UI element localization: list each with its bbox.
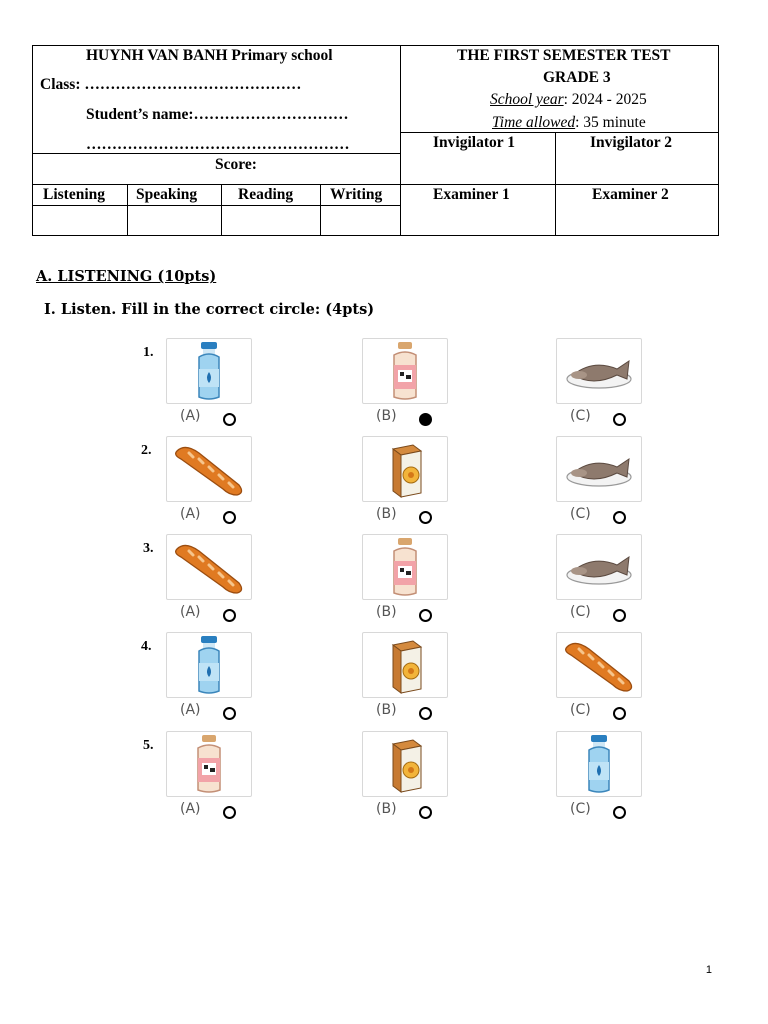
invigilator-1-label: Invigilator 1 — [433, 134, 515, 151]
picture-bread — [166, 534, 252, 600]
question-number-3: 3. — [143, 541, 154, 556]
answer-circle[interactable] — [419, 413, 432, 426]
picture-milk-bottle — [362, 338, 448, 404]
option-label: (C) — [570, 506, 591, 522]
fish-plate-icon — [557, 437, 641, 501]
option-label: (B) — [376, 506, 397, 522]
picture-fish-plate — [556, 534, 642, 600]
cereal-box-icon — [363, 437, 447, 501]
picture-fish-plate — [556, 436, 642, 502]
cereal-box-icon — [363, 633, 447, 697]
answer-circle[interactable] — [613, 806, 626, 819]
option-label: (B) — [376, 604, 397, 620]
picture-cereal-box — [362, 731, 448, 797]
question-number-5: 5. — [143, 738, 154, 753]
picture-fish-plate — [556, 338, 642, 404]
bread-icon — [167, 437, 251, 501]
answer-circle[interactable] — [419, 511, 432, 524]
picture-bread — [556, 632, 642, 698]
option-label: (B) — [376, 408, 397, 424]
answer-circle[interactable] — [223, 511, 236, 524]
fish-plate-icon — [557, 535, 641, 599]
answer-circle[interactable] — [223, 609, 236, 622]
time-allowed: Time allowed: 35 minute — [492, 114, 646, 131]
water-bottle-icon — [167, 633, 251, 697]
picture-water-bottle — [166, 338, 252, 404]
student-name-continuation[interactable]: …………………………………………… — [86, 136, 350, 153]
picture-milk-bottle — [362, 534, 448, 600]
fish-plate-icon — [557, 339, 641, 403]
question-number-4: 4. — [141, 639, 152, 654]
task-instruction: I. Listen. Fill in the correct circle: (4pts) — [44, 301, 375, 318]
answer-circle[interactable] — [613, 413, 626, 426]
skill-speaking: Speaking — [136, 186, 198, 203]
answer-circle[interactable] — [223, 413, 236, 426]
picture-bread — [166, 436, 252, 502]
page-number: 1 — [705, 964, 712, 976]
option-label: (A) — [180, 506, 201, 522]
bread-icon — [167, 535, 251, 599]
picture-water-bottle — [166, 632, 252, 698]
cereal-box-icon — [363, 732, 447, 796]
question-number-1: 1. — [143, 345, 154, 360]
water-bottle-icon — [557, 732, 641, 796]
option-label: (A) — [180, 801, 201, 817]
option-label: (A) — [180, 702, 201, 718]
section-title: A. LISTENING (10pts) — [36, 268, 217, 285]
milk-bottle-icon — [167, 732, 251, 796]
skill-writing: Writing — [330, 186, 383, 203]
option-label: (A) — [180, 604, 201, 620]
answer-circle[interactable] — [223, 806, 236, 819]
school-year: School year: 2024 - 2025 — [490, 91, 647, 108]
skill-reading: Reading — [238, 186, 294, 203]
option-label: (C) — [570, 604, 591, 620]
option-label: (C) — [570, 702, 591, 718]
test-title: THE FIRST SEMESTER TEST — [457, 47, 671, 64]
invigilator-2-label: Invigilator 2 — [590, 134, 672, 151]
examiner-1-label: Examiner 1 — [433, 186, 510, 203]
answer-circle[interactable] — [613, 707, 626, 720]
option-label: (C) — [570, 408, 591, 424]
answer-circle[interactable] — [223, 707, 236, 720]
grade-label: GRADE 3 — [543, 69, 611, 86]
option-label: (A) — [180, 408, 201, 424]
picture-water-bottle — [556, 731, 642, 797]
option-label: (B) — [376, 702, 397, 718]
water-bottle-icon — [167, 339, 251, 403]
bread-icon — [557, 633, 641, 697]
answer-circle[interactable] — [613, 511, 626, 524]
option-label: (C) — [570, 801, 591, 817]
answer-circle[interactable] — [419, 707, 432, 720]
milk-bottle-icon — [363, 339, 447, 403]
option-label: (B) — [376, 801, 397, 817]
school-name: HUYNH VAN BANH Primary school — [86, 47, 333, 64]
answer-circle[interactable] — [613, 609, 626, 622]
class-field[interactable]: Class: …………………………………… — [40, 76, 302, 93]
question-number-2: 2. — [141, 443, 152, 458]
answer-circle[interactable] — [419, 806, 432, 819]
picture-cereal-box — [362, 436, 448, 502]
answer-circle[interactable] — [419, 609, 432, 622]
picture-milk-bottle — [166, 731, 252, 797]
student-name-field[interactable]: Student’s name:………………………… — [86, 106, 349, 123]
examiner-2-label: Examiner 2 — [592, 186, 669, 203]
skill-listening: Listening — [43, 186, 106, 203]
score-label: Score: — [215, 156, 257, 173]
milk-bottle-icon — [363, 535, 447, 599]
picture-cereal-box — [362, 632, 448, 698]
